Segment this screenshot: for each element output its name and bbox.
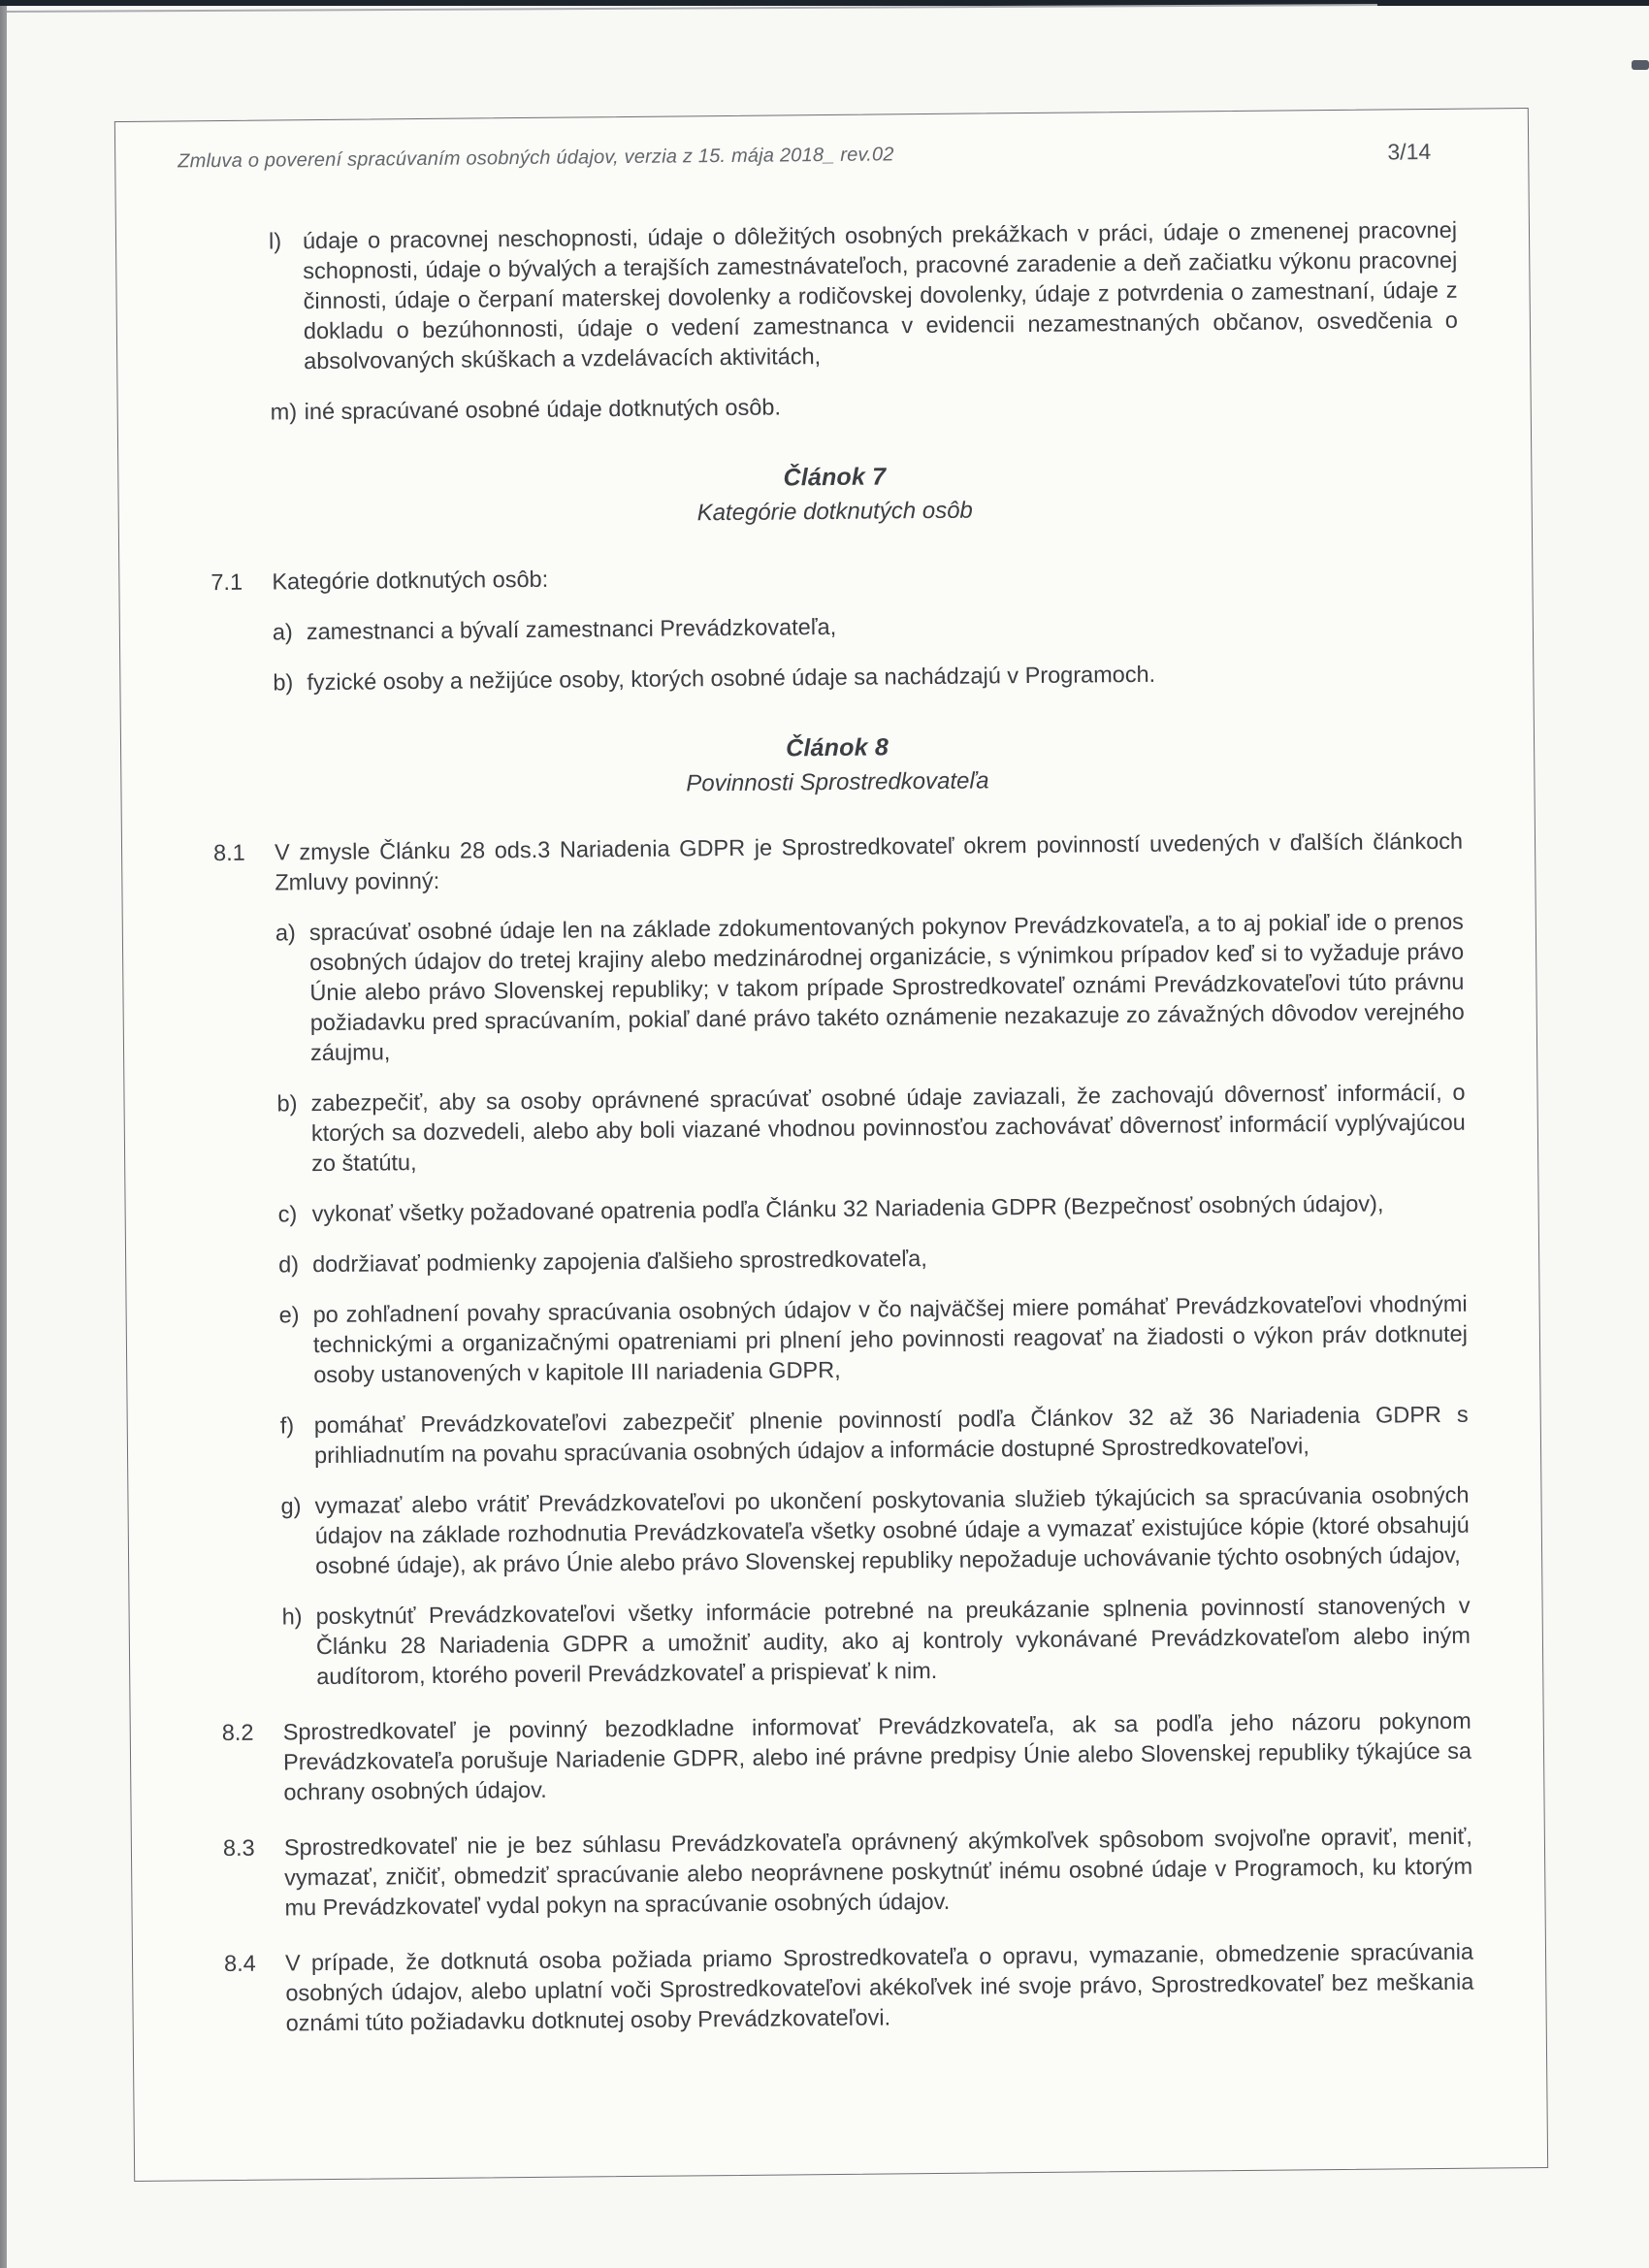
list-item-8-1-c xyxy=(278,1188,1467,1230)
list-item-label: e) xyxy=(278,1302,300,1328)
list-item-text: dodržiavať podmienky zapojenia ďalšieho sprostredkovateľa, xyxy=(312,1246,927,1278)
section-text: V prípade, že dotknutá osoba požiada priamo Sprostredkovateľa o opravu, vymazanie, obmedzenie spracúvania osobných údajov, alebo uplatní voči Sprostredkovateľovi akékoľvek iné svoje právo, Sprostredkovateľ bez meškania oznámi túto požiadavku dotknutej osoby Prevádzkovateľovi. xyxy=(284,1938,1474,2036)
list-item-8-1-a xyxy=(275,907,1465,1069)
section-text: Kategórie dotknutých osôb: xyxy=(272,566,549,595)
list-item-text: vymazať alebo vrátiť Prevádzkovateľovi po ukončení poskytovania služieb týkajúcich sa spracúvania osobných údajov na základe rozhodnutia Prevádzkovateľa všetky osobné údaje a vymazať existujúce kópie (ktoré obsahujú osobné údaje), ak právo Únie alebo právo Slovenskej republiky nepožaduje uchovávanie týchto osobných údajov, xyxy=(314,1481,1470,1579)
section-number: 8.2 xyxy=(221,1719,254,1746)
list-item-8-1-b xyxy=(276,1078,1466,1180)
section-text: V zmysle Článku 28 ods.3 Nariadenia GDPR je Sprostredkovateľ okrem povinností uvedených v ďalších článkoch Zmluvy povinný: xyxy=(274,827,1464,895)
list-item-text: fyzické osoby a nežijúce osoby, ktorých osobné údaje sa nachádzajú v Programoch. xyxy=(307,661,1156,696)
list-item-label: f) xyxy=(279,1412,295,1439)
list-item-text: zabezpečiť, aby sa osoby oprávnené spracúvať osobné údaje zaviazali, že zachovajú dôvernosť informácií, o ktorých sa dozvedeli, alebo aby boli viazané vhodnou povinnosťou zachovávať dôvernosť informácií vyplývajúcou zo štatútu, xyxy=(310,1079,1466,1177)
list-item-text: po zohľadnení povahy spracúvania osobných údajov v čo najväčšej miere pomáhať Prevádzkovateľovi vhodnými technickými a organizačnými opatreniami pri plnení jeho povinnosti reagovať na žiadosti o výkon práv dotknutej osoby ustanovených v kapitole III nariadenia GDPR, xyxy=(312,1290,1469,1388)
scan-smudge xyxy=(1632,60,1649,70)
section-8-4 xyxy=(224,1937,1474,2039)
section-number: 8.4 xyxy=(223,1950,256,1977)
article-8-subtitle: Povinnosti Sprostredkovateľa xyxy=(686,767,989,797)
page-border-frame xyxy=(114,108,1548,2182)
list-item-text: spracúvať osobné údaje len na základe zdokumentovaných pokynov Prevádzkovateľa, a to aj pokiaľ ide o prenos osobných údajov do tretej krajiny alebo medzinárodnej organizácie, s výnimkou prípadov keď si to vyžaduje právo Únie alebo právo Slovenskej republiky; v takom prípade Sprostredkovateľ oznámi Prevádzkovateľovi túto právnu požiadavku pred spracúvaním, pokiaľ dané právo takéto oznámenie nezakazuje zo závažných dôvodov verejného záujmu, xyxy=(308,908,1465,1066)
list-item-8-1-h xyxy=(281,1591,1471,1693)
section-text: Sprostredkovateľ je povinný bezodkladne informovať Prevádzkovateľa, ak sa podľa jeho názoru pokynom Prevádzkovateľa porušuje Nariadenie GDPR, alebo iné právne predpisy Únie alebo Slovenskej republiky týkajúce sa ochrany osobných údajov. xyxy=(282,1707,1472,1805)
list-item-text: poskytnúť Prevádzkovateľovi všetky informácie potrebné na preukázanie splnenia povinností stanovených v Článku 28 Nariadenia GDPR a umožniť audity, ako aj kontroly vykonávané Prevádzkovateľom alebo iným audítorom, ktorého poveril Prevádzkovateľ a prispievať k nim. xyxy=(315,1592,1471,1690)
scanner-edge-left xyxy=(0,6,7,2268)
list-item-text: iné spracúvané osobné údaje dotknutých osôb. xyxy=(304,394,782,425)
article-7-title: Článok 7 xyxy=(783,463,887,492)
list-item-m xyxy=(271,386,1459,428)
article-7-heading-block xyxy=(210,457,1460,533)
document-body xyxy=(178,165,1473,2040)
scanner-edge-top xyxy=(0,0,1649,6)
list-item-l xyxy=(269,215,1458,377)
page-number: 3/14 xyxy=(1387,139,1432,165)
section-text: Sprostredkovateľ nie je bez súhlasu Prevádzkovateľa oprávnený akýmkoľvek spôsobom svojvoľne opraviť, meniť, vymazať, zničiť, obmedziť spracúvanie alebo neoprávnene poskytnúť inému osobné údaje v Programoch, ku ktorým mu Prevádzkovateľ vydal pokyn na spracúvanie osobných údajov. xyxy=(283,1823,1473,1921)
list-item-label: b) xyxy=(276,1090,298,1117)
list-item-text: údaje o pracovnej neschopnosti, údaje o dôležitých osobných prekážkach v práci, údaje o zmenenej pracovnej schopnosti, údaje o bývalých a terajších zamestnávateľoch, pracovné zaradenie a deň začiatku výkonu pracovnej činnosti, údaje o čerpaní materskej dovolenky a rodičovskej dovolenky, údaje z potvrdenia o zamestnaní, údaje z dokladu o bezúhonnosti, údaje o vedení zamestnanca v evidencii nezamestnaných občanov, osvedčenia o absolvovaných skúškach a vzdelávacích aktivitách, xyxy=(302,216,1458,374)
list-item-label: d) xyxy=(278,1251,300,1278)
section-number: 7.1 xyxy=(210,568,243,596)
section-number: 8.3 xyxy=(222,1834,255,1862)
list-item-label: a) xyxy=(275,920,296,946)
list-item-label: l) xyxy=(268,228,282,254)
document-version-header: Zmluva o poverení spracúvaním osobných údajov, verzia z 15. mája 2018_ rev.02 xyxy=(178,144,894,173)
article-8-heading-block xyxy=(212,728,1463,803)
list-item-8-1-f xyxy=(280,1400,1470,1472)
section-8-3 xyxy=(223,1822,1473,1924)
section-8-2 xyxy=(222,1706,1472,1808)
list-item-7-1-a xyxy=(273,606,1461,648)
list-item-text: vykonať všetky požadované opatrenia podľa Článku 32 Nariadenia GDPR (Bezpečnosť osobných údajov), xyxy=(311,1190,1384,1227)
list-item-label: g) xyxy=(280,1493,302,1519)
list-item-8-1-e xyxy=(279,1289,1469,1391)
page-content xyxy=(115,109,1546,2040)
section-7-1 xyxy=(210,556,1460,598)
list-item-label: m) xyxy=(270,399,298,425)
list-item-label: c) xyxy=(277,1201,298,1227)
list-item-8-1-d xyxy=(278,1239,1467,1280)
list-item-label: h) xyxy=(281,1604,303,1630)
list-item-8-1-g xyxy=(280,1480,1470,1582)
article-8-title: Článok 8 xyxy=(786,733,889,762)
section-8-1 xyxy=(213,826,1464,898)
article-7-subtitle: Kategórie dotknutých osôb xyxy=(696,497,973,527)
list-item-text: zamestnanci a bývalí zamestnanci Prevádzkovateľa, xyxy=(306,613,837,645)
list-item-label: a) xyxy=(272,619,293,645)
list-item-7-1-b xyxy=(273,657,1461,698)
list-item-text: pomáhať Prevádzkovateľovi zabezpečiť plnenie povinností podľa Článkov 32 až 36 Nariadenia GDPR s prihliadnutím na povahu spracúvania osobných údajov a informácie dostupné Sprostredkovateľovi, xyxy=(313,1401,1469,1469)
section-number: 8.1 xyxy=(212,839,245,866)
list-item-label: b) xyxy=(273,669,294,696)
